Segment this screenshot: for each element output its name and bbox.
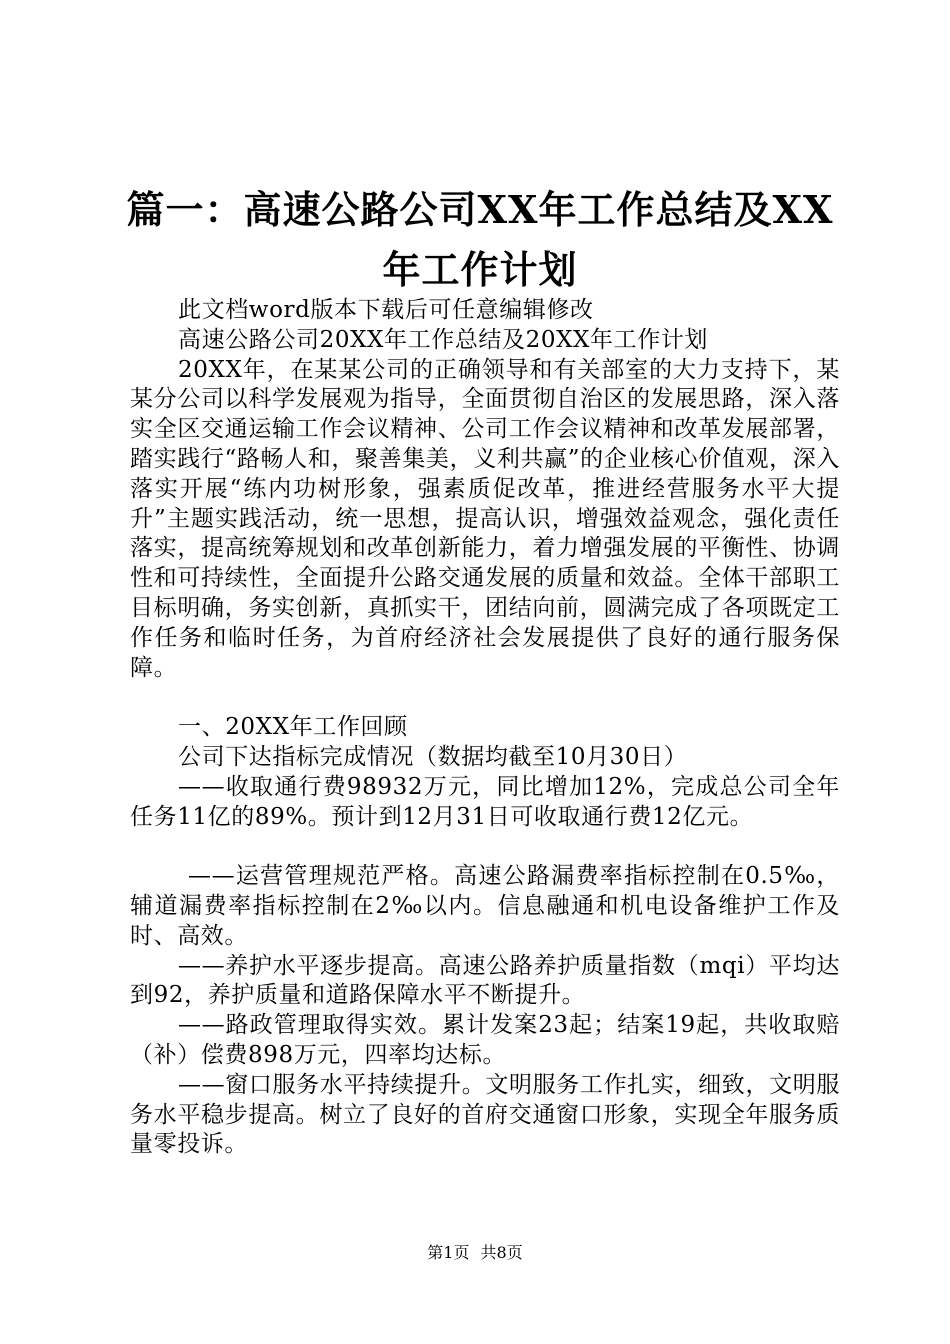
blank-line bbox=[130, 683, 840, 713]
section-heading: 一、20XX年工作回顾 bbox=[178, 714, 408, 741]
edit-note-paragraph: 此文档word版本下载后可任意编辑修改 bbox=[178, 297, 594, 323]
intro-paragraph: 20XX年，在某某公司的正确领导和有关部室的大力支持下，某某分公司以科学发展观为指导，全面贯彻自治区的发展思路，深入落实全区交通运输工作会议精神、公司工作会议精神和改革发展部署，踏实践行“路畅人和，聚善集美，义利共赢”的企业核心价值观，深入落实开展“练内功树形象，强素质促改革，推进经营服务水平大提升”主题实践活动，统一思想，提高认识，增强效益观念，强化责任落实，提高统筹规划和改革创新能力，着力增强发展的平衡性、协调性和可持续性，全面提升公路交通发展的质量和效益。全体干部职工目标明确，务实创新，真抓实干，团结向前，圆满完成了各项既定工作任务和临时任务，为首府经济社会发展提供了良好的通行服务保障。 bbox=[130, 356, 840, 681]
indicator-heading: 公司下达指标完成情况（数据均截至10月30日） bbox=[178, 743, 688, 770]
page-total: 共8页 bbox=[480, 1243, 523, 1262]
toll-paragraph: ——收取通行费98932万元，同比增加12%，完成总公司全年任务11亿的89%。预计到12月31日可收取通行费12亿元。 bbox=[130, 773, 840, 830]
subtitle-paragraph: 高速公路公司20XX年工作总结及20XX年工作计划 bbox=[178, 326, 709, 353]
document-body bbox=[130, 296, 840, 1160]
document-title: 篇一：高速公路公司XX年工作总结及XX年工作计划 bbox=[126, 187, 834, 292]
page-number: 第1页 bbox=[427, 1243, 470, 1262]
page-footer bbox=[0, 1243, 950, 1263]
road-admin-paragraph: ——路政管理取得实效。累计发案23起；结案19起，共收取赔（补）偿费898万元，四率均达标。 bbox=[130, 1012, 840, 1068]
service-paragraph: ——窗口服务水平持续提升。文明服务工作扎实，细致，文明服务水平稳步提高。树立了良好的首府交通窗口形象，实现全年服务质量零投诉。 bbox=[130, 1071, 840, 1158]
blank-line bbox=[130, 832, 840, 862]
operations-paragraph: ——运营管理规范严格。高速公路漏费率指标控制在0.5‰，辅道漏费率指标控制在2‰以内。信息融通和机电设备维护工作及时、高效。 bbox=[130, 863, 840, 949]
maintenance-paragraph: ——养护水平逐步提高。高速公路养护质量指数（mqi）平均达到92，养护质量和道路保障水平不断提升。 bbox=[130, 952, 840, 1009]
